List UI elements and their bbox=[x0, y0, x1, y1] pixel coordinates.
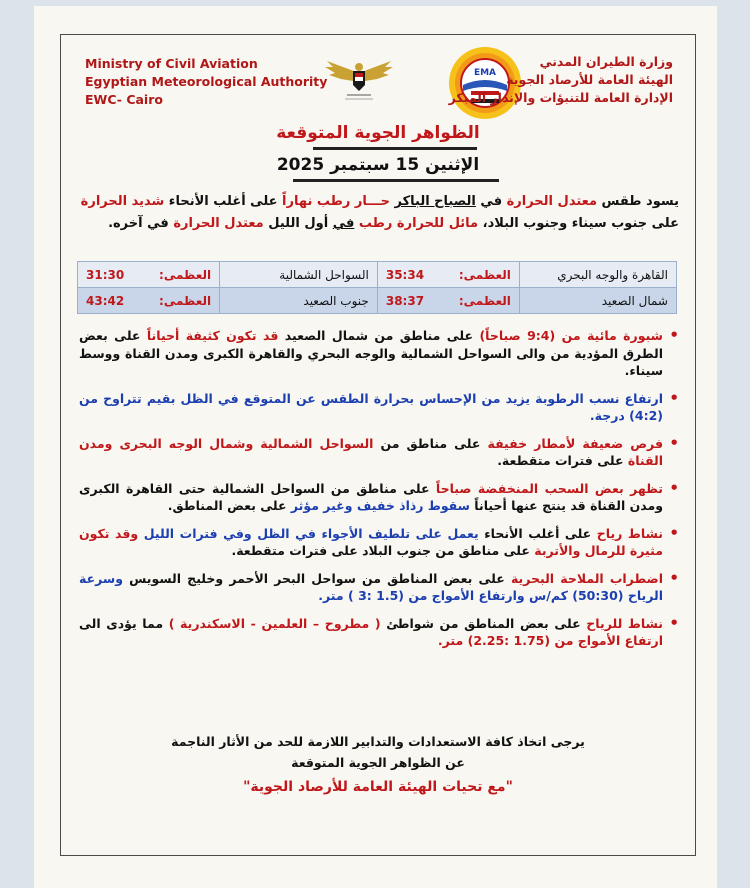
region-cell: القاهرة والوجه البحري bbox=[519, 262, 676, 288]
ministry-name-ar: وزارة الطيران المدني bbox=[539, 54, 673, 69]
temperature-cell bbox=[377, 288, 519, 314]
ema-logo-text: EMA bbox=[473, 68, 497, 78]
temperature-value: 38:37 bbox=[385, 293, 425, 308]
closing-line-1: يرجى اتخاذ كافة الاستعدادات والتدابير اللازمة للحد من الأثار الناجمة bbox=[171, 734, 585, 749]
list-item: • نشاط رياح على أغلب الأنحاء يعمل على تلطيف الأجواء في الظل وفي فترات الليل وقد تكون مثيرة للرمال والأتربة على مناطق من جنوب البلاد على فترات متقطعة. bbox=[79, 525, 679, 560]
phenomena-list bbox=[79, 327, 679, 660]
temperature-cell bbox=[78, 262, 220, 288]
list-item: • ارتفاع نسب الرطوبة يزيد من الإحساس بحرارة الطقس عن المتوقع في الظل بقيم تتراوح من (4:2) درجة. bbox=[79, 390, 679, 425]
max-label: العظمى: bbox=[458, 293, 511, 308]
temperature-value: 35:34 bbox=[385, 267, 425, 282]
regards-line: "مع تحيات الهيئة العامة للأرصاد الجوية" bbox=[243, 779, 513, 795]
table-row bbox=[78, 262, 677, 288]
authority-name-en: Egyptian Meteorological Authority bbox=[85, 74, 328, 89]
max-label: العظمى: bbox=[159, 267, 212, 282]
list-item: • فرص ضعيفة لأمطار خفيفة على مناطق من السواحل الشمالية وشمال الوجه البحرى ومدن القناة على فترات متقطعة. bbox=[79, 435, 679, 470]
center-name-ar: الإدارة العامة للتنبؤات والإنذار المبكر bbox=[448, 90, 673, 105]
summary-line-2: على جنوب سيناء وجنوب البلاد، مائل للحرارة رطب في أول الليل معتدل الحرارة في آخره. bbox=[108, 216, 679, 231]
region-cell: شمال الصعيد bbox=[519, 288, 676, 314]
bulletin-title: الظواهر الجوية المتوقعة bbox=[276, 123, 480, 143]
region-cell: جنوب الصعيد bbox=[220, 288, 378, 314]
max-label: العظمى: bbox=[458, 267, 511, 282]
authority-name-ar: الهيئة العامة للأرصاد الجوية bbox=[506, 72, 673, 87]
table-row bbox=[78, 288, 677, 314]
temperature-cell bbox=[377, 262, 519, 288]
temperature-value: 31:30 bbox=[86, 267, 125, 282]
center-name-en: EWC- Cairo bbox=[85, 92, 163, 107]
temperature-cell bbox=[78, 288, 220, 314]
max-temperature-table bbox=[77, 261, 677, 314]
temperature-value: 43:42 bbox=[86, 293, 125, 308]
bulletin-date: الإثنين 15 سبتمبر 2025 bbox=[276, 155, 480, 175]
closing-line-2: عن الظواهر الجوية المتوقعة bbox=[291, 755, 465, 770]
title-underline bbox=[313, 147, 477, 150]
list-item: • نشاط للرياح على بعض المناطق من شواطئ ( مطروح – العلمين - الاسكندرية ) مما يؤدى الى ارتفاع الأمواج من (1.75 :2.25) متر. bbox=[79, 615, 679, 650]
max-label: العظمى: bbox=[159, 293, 212, 308]
bulletin-page bbox=[34, 6, 717, 888]
weather-summary bbox=[79, 191, 679, 235]
list-item: • شبورة مائية من (9:4 صباحاً) على مناطق من شمال الصعيد قد تكون كثيفة أحياناً على بعض الطرق المؤدية من والى السواحل الشمالية والوجه البحري والقاهرة الكبرى ومدن القناة ووسط سيناء. bbox=[79, 327, 679, 380]
list-item: • اضطراب الملاحة البحرية على بعض المناطق من سواحل البحر الأحمر وخليج السويس وسرعة الرياح (50:30) كم/س وارتفاع الأمواج من (1.5 :3 ) متر. bbox=[79, 570, 679, 605]
list-item: • تظهر بعض السحب المنخفضة صباحاً على مناطق من السواحل الشمالية حتى القاهرة الكبرى ومدن القناة قد ينتج عنها أحياناً سقوط رذاذ خفيف وغير مؤثر على بعض المناطق. bbox=[79, 480, 679, 515]
header-english bbox=[85, 55, 327, 109]
closing-note bbox=[61, 731, 695, 773]
ministry-name-en: Ministry of Civil Aviation bbox=[85, 56, 258, 71]
date-underline bbox=[293, 179, 499, 182]
ministry-eagle-logo-icon bbox=[323, 53, 395, 105]
region-cell: السواحل الشمالية bbox=[220, 262, 378, 288]
summary-line-1: يسود طقس معتدل الحرارة في الصباح الباكر حـــار رطب نهاراً على أغلب الأنحاء شديد الحرارة bbox=[80, 194, 679, 209]
bulletin-frame bbox=[60, 34, 696, 856]
header-arabic bbox=[449, 53, 673, 107]
